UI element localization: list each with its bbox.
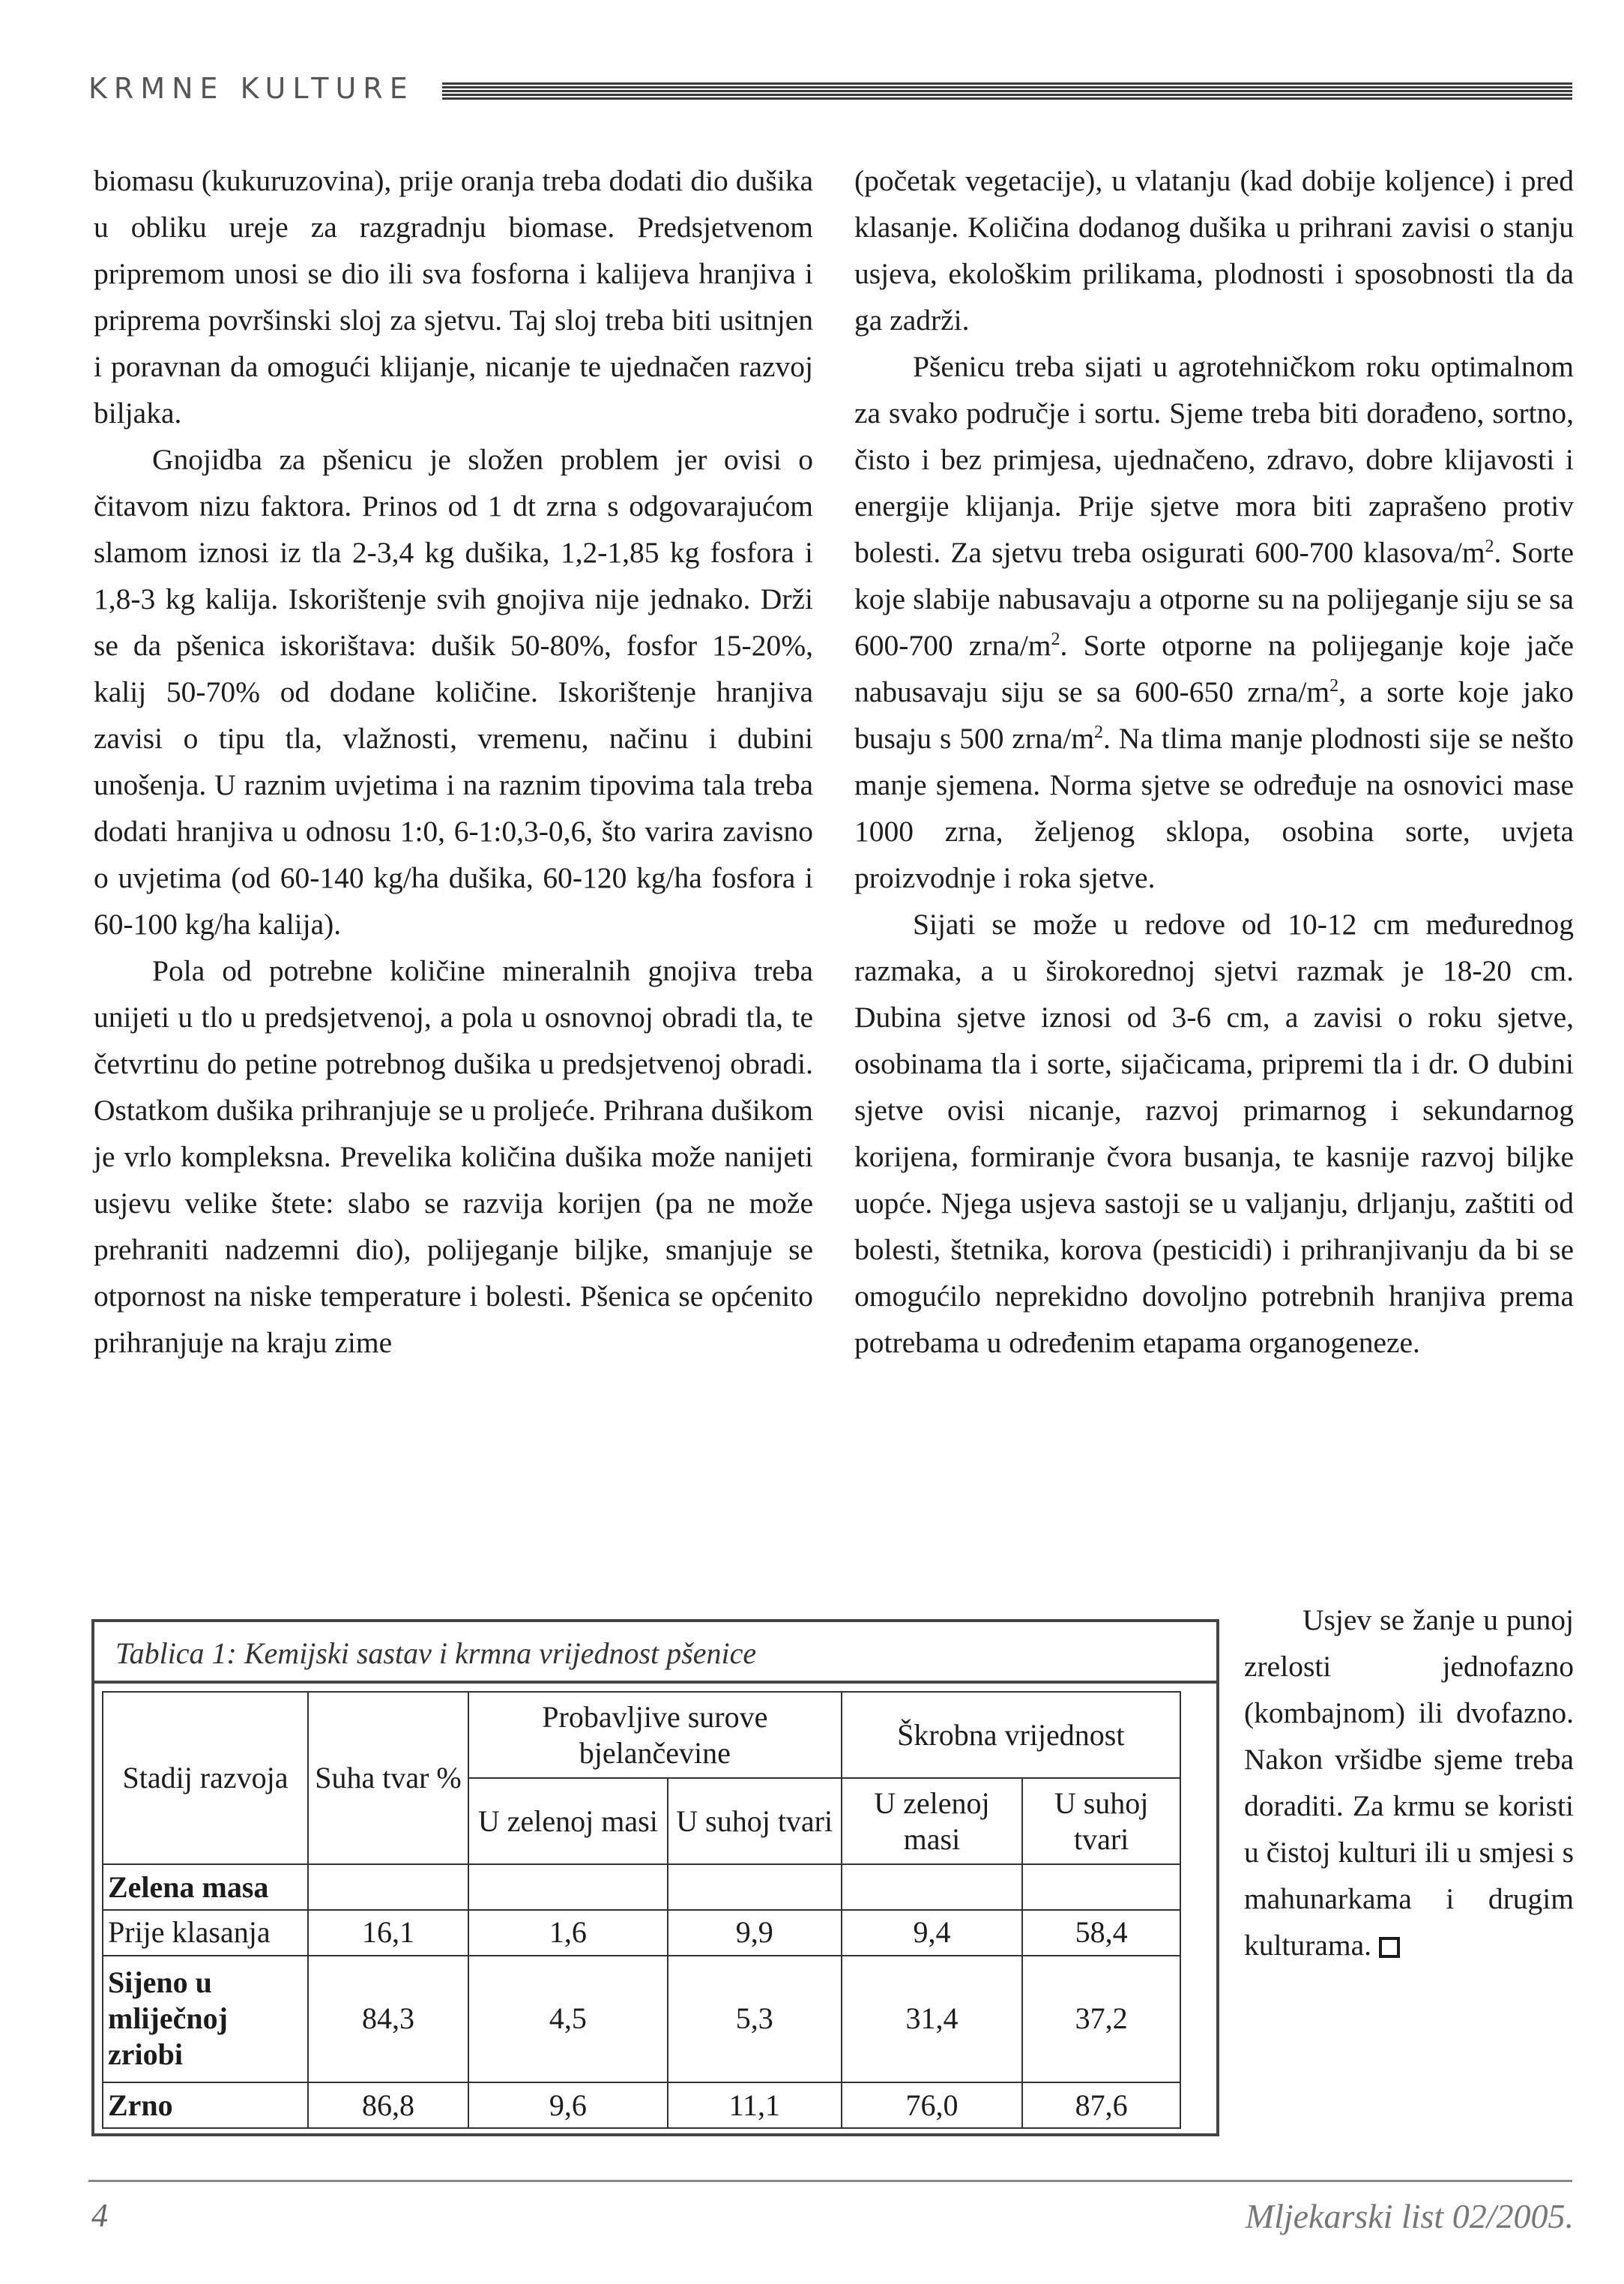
table-section-row xyxy=(103,1864,1180,1910)
right-column xyxy=(854,157,1574,1366)
row-protein-dry: 9,9 xyxy=(668,1910,842,1956)
row-protein-dry: 11,1 xyxy=(668,2082,842,2128)
footer-rule xyxy=(88,2180,1572,2182)
page-number: 4 xyxy=(91,2197,108,2234)
row-protein-dry: 5,3 xyxy=(668,1956,842,2082)
empty-cell xyxy=(468,1864,668,1910)
row-dry-matter: 16,1 xyxy=(308,1910,468,1956)
right-paragraph-4-text: Usjev se žanje u punoj zrelosti jednofazno (kombajnom) ili dvofazno. Nakon vršidbe sjeme treba doraditi. Za krmu se koristi u čistoj kulturi ili u smjesi s mahunarkama i drugim kulturama. xyxy=(1244,1603,1574,1962)
table-box xyxy=(91,1619,1219,2136)
subheader-starch-green: U zelenoj masi xyxy=(842,1778,1023,1864)
left-paragraph-2: Gnojidba za pšenicu je složen problem jer ovisi o čitavom nizu faktora. Prinos od 1 dt zrna s odgovarajućom slamom iznosi iz tla 2-3,4 kg dušika, 1,2-1,85 kg fosfora i 1,8-3 kg kalija. Iskorištenje svih gnojiva nije jednako. Drži se da pšenica iskorištava: dušik 50-80%, fosfor 15-20%, kalij 50-70% od dodane količine. Iskorištenje hranjiva zavisi o tipu tla, vlažnosti, vremenu, načinu i dubini unošenja. U raznim uvjetima i na raznim tipovima tala treba dodati hranjiva u odnosu 1:0, 6-1:0,3-0,6, što varira zavisno o uvjetima (od 60-140 kg/ha dušika, 60-120 kg/ha fosfora i 60-100 kg/ha kalija). xyxy=(94,443,813,941)
superscript-2: 2 xyxy=(1485,536,1494,556)
row-dry-matter: 86,8 xyxy=(308,2082,468,2128)
journal-issue: Mljekarski list 02/2005. xyxy=(1245,2197,1574,2235)
left-paragraph-3: Pola od potrebne količine mineralnih gnojiva treba unijeti u tlo u predsjetvenoj, a pola u osnovnoj obradi tla, te četvrtinu do petine potrebnog dušika u predsjetvenoj obradi. Ostatkom dušika prihranjuje se u proljeće. Prihrana dušikom je vrlo kompleksna. Prevelika količina dušika može nanijeti usjevu velike štete: slabo se razvija korijen (pa ne može prehraniti nadzemni dio), polijeganje biljke, smanjuje se otpornost na niske temperature i bolesti. Pšenica se općenito prihranjuje na kraju zime xyxy=(94,954,813,1359)
right-paragraph-2-part-c: . Sorte otporne na polijeganje koje jače nabusavaju siju se sa 600-650 zrna/m xyxy=(854,629,1575,708)
end-of-article-square-icon xyxy=(1379,1937,1400,1958)
right-paragraph-1: (početak vegetacije), u vlatanju (kad dobije koljence) i pred klasanje. Količina dodanog dušika u prihrani zavisi o stanju usjeva, ekološkim prilikama, plodnosti i sposobnosti tla da ga zadrži. xyxy=(854,164,1574,337)
row-dry-matter: 84,3 xyxy=(308,1956,468,2082)
right-paragraph-3: Sijati se može u redove od 10-12 cm međurednog razmaka, a u širokorednoj sjetvi razmak je 18-20 cm. Dubina sjetve iznosi od 3-6 cm, a zavisi o roku sjetve, osobinama tla i sorte, sijačicama, pripremi tla i dr. O dubini sjetve ovisi nicanje, razvoj primarnog i sekundarnog korijena, formiranje čvora busanja, te kasnije razvoj biljke uopće. Njega usjeva sastoji se u valjanju, drljanju, zaštiti od bolesti, štetnika, korova (pesticidi) i prihranjivanju da bi se omogućilo neprekidno dovoljno potrebnih hranjiva prema potrebama u određenim etapama organogeneze. xyxy=(854,908,1574,1359)
nutrition-table xyxy=(102,1691,1181,2129)
table-header-row xyxy=(103,1692,1180,1778)
left-paragraph-1: biomasu (kukuruzovina), prije oranja treba dodati dio dušika u obliku ureje za razgradnju biomase. Predsjetvenom pripremom unosi se dio ili sva fosforna i kalijeva hranjiva i priprema površinski sloj za sjetvu. Taj sloj treba biti usitnjen i poravnan da omogući klijanje, nicanje te ujednačen razvoj biljaka. xyxy=(94,164,813,430)
empty-cell xyxy=(1022,1864,1180,1910)
header-starch: Škrobna vrijednost xyxy=(842,1692,1180,1778)
row-starch-green: 76,0 xyxy=(842,2082,1023,2128)
row-starch-dry: 37,2 xyxy=(1022,1956,1180,2082)
row-starch-green: 31,4 xyxy=(842,1956,1023,2082)
table-row xyxy=(103,1956,1180,2082)
right-paragraph-4 xyxy=(1244,1597,1574,1968)
table-caption: Tablica 1: Kemijski sastav i krmna vrijednost pšenice xyxy=(115,1636,757,1670)
right-paragraph-2-part-b: . Sorte koje slabije nabusavaju a otporne su na polijeganje siju se sa 600-700 zrna/m xyxy=(854,536,1574,662)
right-paragraph-2-part-d: , a sorte koje jako busaju s 500 zrna/m xyxy=(854,675,1575,755)
row-stage: Sijeno u mliječnoj zriobi xyxy=(103,1956,308,2082)
row-starch-dry: 58,4 xyxy=(1022,1910,1180,1956)
right-paragraph-2 xyxy=(854,343,1574,901)
empty-cell xyxy=(842,1864,1023,1910)
caption-rule xyxy=(94,1681,1216,1684)
right-paragraph-2-part-a: Pšenicu treba sijati u agrotehničkom roku optimalnom za svako područje i sortu. Sjeme treba biti dorađeno, sortno, čisto i bez primjesa, ujednačeno, zdravo, dobre klijavosti i energije klijanja. Prije sjetve mora biti zaprašeno protiv bolesti. Za sjetvu treba osigurati 600-700 klasova/m xyxy=(854,350,1574,569)
subheader-starch-dry: U suhoj tvari xyxy=(1022,1778,1180,1864)
table-row xyxy=(103,2082,1180,2128)
empty-cell xyxy=(308,1864,468,1910)
subheader-protein-green: U zelenoj masi xyxy=(468,1778,668,1864)
header-rule xyxy=(442,82,1572,100)
row-protein-green: 1,6 xyxy=(468,1910,668,1956)
superscript-2: 2 xyxy=(1051,629,1060,649)
left-column xyxy=(94,157,813,1366)
table-row xyxy=(103,1910,1180,1956)
row-stage: Prije klasanja xyxy=(103,1910,308,1956)
section-label: Zelena masa xyxy=(103,1864,308,1910)
superscript-2: 2 xyxy=(1329,675,1339,696)
row-stage: Zrno xyxy=(103,2082,308,2128)
row-protein-green: 9,6 xyxy=(468,2082,668,2128)
subheader-protein-dry: U suhoj tvari xyxy=(668,1778,842,1864)
empty-cell xyxy=(668,1864,842,1910)
header-stage: Stadij razvoja xyxy=(103,1692,308,1864)
right-column-bottom xyxy=(1244,1597,1574,1968)
section-title: KRMNE KULTURE xyxy=(88,72,414,105)
header-dry-matter: Suha tvar % xyxy=(308,1692,468,1864)
row-starch-green: 9,4 xyxy=(842,1910,1023,1956)
row-protein-green: 4,5 xyxy=(468,1956,668,2082)
right-paragraph-2-part-e: . Na tlima manje plodnosti sije se nešto manje sjemena. Norma sjetve se određuje na osnovici mase 1000 zrna, željenog sklopa, osobina sorte, uvjeta proizvodnje i roka sjetve. xyxy=(854,722,1574,894)
superscript-2: 2 xyxy=(1094,722,1104,742)
row-starch-dry: 87,6 xyxy=(1022,2082,1180,2128)
header-protein: Probavljive surove bjelančevine xyxy=(468,1692,842,1778)
